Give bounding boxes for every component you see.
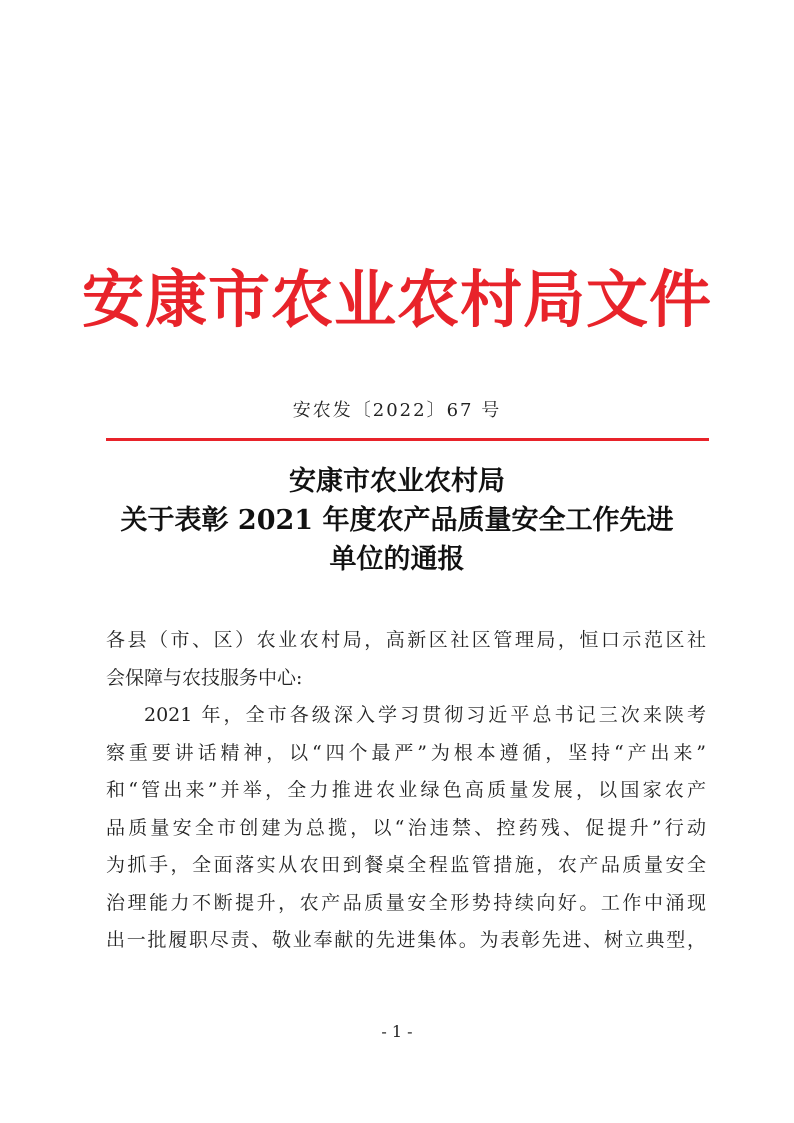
paragraph-line: 出一批履职尽责、敬业奉献的先进集体。为表彰先进、树立典型， bbox=[106, 929, 706, 951]
paragraph-line: 治理能力不断提升，农产品质量安全形势持续向好。工作中涌现 bbox=[106, 891, 706, 914]
page-number: - 1 - bbox=[381, 1022, 413, 1041]
paragraph-line: 为抓手，全面落实从农田到餐桌全程监管措施，农产品质量安全 bbox=[106, 854, 706, 876]
notice-title-line: 单位的通报 bbox=[329, 544, 465, 575]
notice-title bbox=[100, 462, 694, 579]
notice-title-line: 安康市农业农村局 bbox=[289, 466, 505, 497]
issuing-authority-title: 安康市农业农村局文件 bbox=[81, 263, 712, 336]
paragraph-line: 察重要讲话精神，以“四个最严”为根本遵循，坚持“产出来” bbox=[106, 741, 706, 764]
notice-title-line: 关于表彰 2021 年度农产品质量安全工作先进 bbox=[120, 505, 674, 536]
salutation-line: 各县（市、区）农业农村局，高新区社区管理局，恒口示范区社 bbox=[106, 629, 706, 651]
paragraph-line: 2021 年，全市各级深入学习贯彻习近平总书记三次来陕考 bbox=[144, 704, 706, 726]
document-number: 安农发〔2022〕67 号 bbox=[292, 400, 502, 421]
paragraph-line: 品质量安全市创建为总揽，以“治违禁、控药残、促提升”行动 bbox=[106, 816, 706, 839]
red-separator-line bbox=[106, 438, 709, 441]
salutation-line: 会保障与农技服务中心: bbox=[106, 666, 303, 689]
body-text bbox=[106, 622, 706, 960]
paragraph-line: 和“管出来”并举，全力推进农业绿色高质量发展，以国家农产 bbox=[106, 779, 706, 801]
